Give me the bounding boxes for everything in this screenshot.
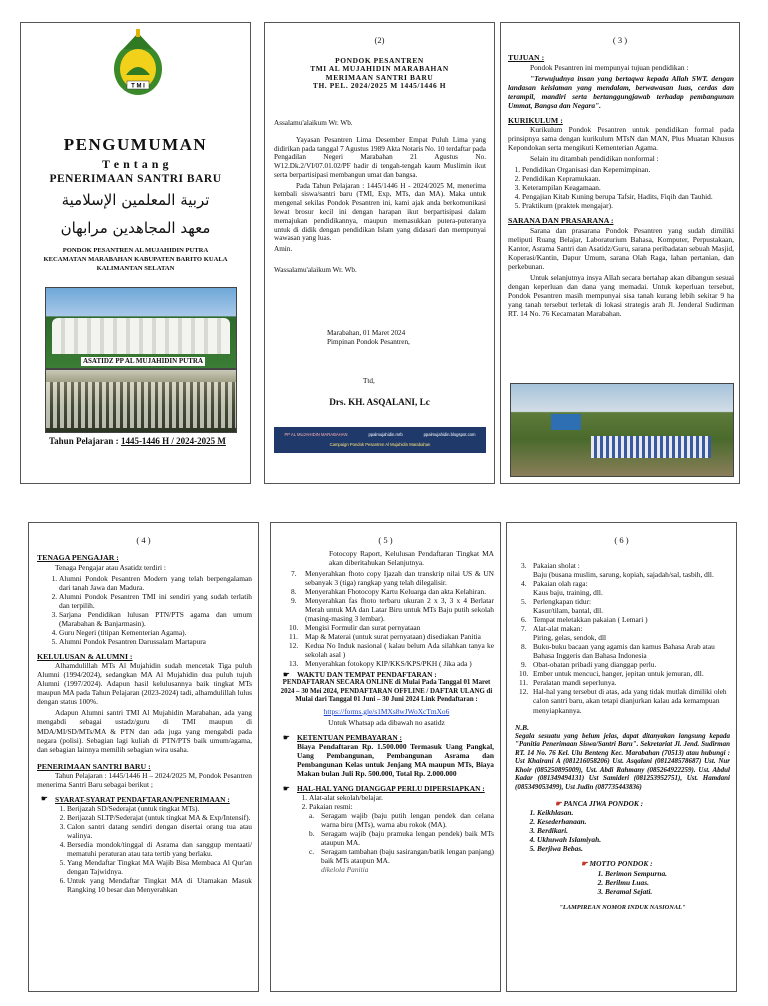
panel-page-5: ( 5 ) Fotocopy Raport, Kelulusan Pendaftaran Tingkat MA akan diberitahukan Selanjutnya. 7. Menyerahkan fhoto copy Ijazah dan transkrip nilai US & UN sebanyak 3 (tiga) rangkap yang telah dilegalisir. 8. Menyerahkan Fhotocopy Kartu Keluarga dan akta Kelahiran. 9. Menyerahkan fas fhoto terbaru ukuran 2 x 3, 3 x 4 Berlatar Merah untuk MA dan Latar Biru untuk MTs Baju putih sekolah (masing-masing 3 lembar). 10. Mengisi Formulir dan surat pernyataan 11. Map & Materai (untuk surat pernyataan) disediakan Panitia 12. Kedua No Induk nasional ( kalau belum Ada silahkan tanya ke sekolah asal ) 13. Menyerahkan fotokopy KIP/KKS/KPS/PKH ( Jika ada ) ☛ WAKTU DAN TEMPAT PENDAFTARAN : PENDAFTARAN SECARA ONLINE di Mulai Pada Tanggal 01 Maret 2024 – 30 Mei 2024, PENDAFTARAN OFFLINE / DAFTAR ULANG di Mulai dari Tanggal 01 Juni – 30 Juni 2024 Link Pendaftaran : https://forms.gle/s1MXs8wJWoXcTmXo6 Untuk Whatsap ada dibawah no asatidz ☛ KETENTUAN PEMBAYARAN : Biaya Pendaftaran Rp. 1.500.000 Termasuk Uang Pangkal, Uang Pembangunan, Pembangunan Asrama dan Pembangunan Kelas untuk Jenjang MA maupun MTs, Biaya Makan bulan Juli Rp. 500.000, Total Rp. 2.000.000 ☛ HAL-HAL YANG DIANGGAP PERLU DIPERSIAPKAN : 1. Alat-alat sekolah/belajar. 2. Pakaian resmi: a. Seragam wajib (baju putih lengan pendek dan celana warna biru (MTs), warna abu rokok (MA). b. Seragam wajib (baju pramuka lengan pendek) baik MTs ataupun MA. c. Seragam tambahan (baju sasirangan/batik lengan panjang) baik MTs ataupun MA. dikelola Panitia [270,522,501,992]
hal-list: 1. Alat-alat sekolah/belajar. 2. Pakaian resmi: [279,793,494,811]
page-number: (2) [374,35,385,45]
cover-school-3: KALIMANTAN SELATAN [96,265,175,272]
cover-arabic-1: تربية المعلمين الإسلامية [61,191,210,209]
panel-page-6 [506,522,737,992]
tenaga-list: 1. Alumni Pondok Pesantren Modern yang telah berpengalaman dari tanah Jawa dan Madura. 2. Alumni Pondok Pesantren TMI ini sendiri yang sudah terlatih dan terpilih. 3. Sarjana Pendidikan lulusan PTN/PTS agama dan umum (Marabahan & Banjarmasin). 4. Guru Negeri (titipan Kementerian Agama). 5. Alumni Pondok Pesantren Darussalam Martapura [37,574,252,646]
pointing-hand-icon: ☛ [283,670,290,680]
tenaga-heading: TENAGA PENGAJAR : [37,553,119,562]
campus-aerial-photo [510,383,734,477]
panel-cover [20,22,251,484]
campaign-text: Campaign Pondok Pesantren Al Mujahidin Marabahan [329,442,431,447]
blog-link[interactable]: ppalmujahidin.blogspot.com [423,432,476,437]
signature-block: Marabahan, 01 Maret 2024 Pimpinan Pondok Pesantren, [327,329,410,346]
pointing-hand-icon: ☛ [283,732,290,742]
page-number: ( 3 ) [612,35,628,45]
psb-heading: PENERIMAAN SANTRI BARU : [37,761,151,771]
cover-subtitle: T e n t a n g [102,157,169,171]
letter-para-1: Yayasan Pesantren Lima Desember Empat Puluh Lima yang didirikan pada tanggal 7 Agustus 1989 Akta Notaris No. 10 terdaftar pada Pengadilan Negeri Marabahan 21 Agustus No. W12.Dk.2/VI/07.01.02/PF hadir di tengah-tengah kaum Muslimin ikut serta berpartisipasi membangun umat dan bangsa. [274,135,486,179]
school-logo [109,29,167,99]
hal-heading: ☛ HAL-HAL YANG DIANGGAP PERLU DIPERSIAPKAN : [283,783,485,793]
tujuan-heading: TUJUAN : [508,53,545,62]
ttd: Ttd, [363,377,375,385]
letter-para-2: Pada Tahun Pelajaran : 1445/1446 H - 2024/2025 M, menerima kembali siswa/santri baru (TMI, Exp, MTs, dan MA). Maka untuk mengenal sekilas Pondok Pesantren ini, kami ajak anda berkomunikasi lewat brosur kecil ini dengan harapan ikut berpartisipasi dalam memajukan pendidikannya, maupun memasukkan putera-puteranya untuk di didik dengan pendidikan Islam yang didasari dan mempunyai wawasan yang luas. [274,181,486,243]
motto-list: 1. Berimon Sempurna. 2. Berilmu Luas. 3. Beramal Sejati. [515,869,730,896]
syarat-heading: ☛ SYARAT-SYARAT PENDAFTARAN/PENERIMAAN : [41,794,230,805]
panel-page-4: ( 4 ) TENAGA PENGAJAR : Tenaga Pengajar atau Asatidz terdiri : 1. Alumni Pondok Pesantren Modern yang telah berpengalaman dari tanah Jawa dan Madura. 2. Alumni Pondok Pesantren TMI ini sendiri yang sudah terlatih dan terpilih. 3. Sarjana Pendidikan lulusan PTN/PTS agama dan umum (Marabahan & Banjarmasin). 4. Guru Negeri (titipan Kementerian Agama). 5. Alumni Pondok Pesantren Darussalam Martapura KELULUSAN & ALUMNI : Alhamdulillah MTs Al Mujahidin sudah mencetak Tiga puluh Alumni (1994/2024), sedangkan MA Al Mujahidin dua puluh tujuh Alumni (1997/2024). Adapun hasil kelulusannya baik tingkat MTs maupun MA pada Tahun Pelajaran (2023-2024) tadi, alhamdulillah lulus dengan status 100%. Adapun Alumni santri TMI Al Mujahidin Marabahan, ada yang mengabdi sebagai ustadz/guru di TMI maupun di MDA/MI/SD/MTs/MA & PTN dan ada juga yang mengabdi pada negara (polisi). Sebagian lagi kuliah di PTN/PTS baik umum/agama, dan sebagian lainnya memilih sebagian wira usaha. PENERIMAAN SANTRI BARU : Tahun Pelajaran : 1445/1446 H – 2024/2025 M, Pondok Pesantren menerima Santri Baru sebagai berikut ; ☛ SYARAT-SYARAT PENDAFTARAN/PENERIMAAN : 1. Berijazah SD/Sederajat (untuk tingkat MTs). 2. Berijazah SLTP/Sederajat (untuk tingkat MA & Exp/Intensif). 3. Calon santri datang sendiri dengan disertai orang tua atau walinya. 4. Bersedia mondok/tinggal di Asrama dan sanggup mentaati/ mematuhi peraturan atau tata tertib yang berlaku. 5. Yang Mendaftar Tingkat MA Wajib Bisa Membaca Al Qur'an dengan Tajwidnya. 6. Untuk yang Mendaftar Tingkat MA di Utamakan Masuk Rangking 10 besar dan Menyerahkan [28,522,259,992]
hal-sublist: a. Seragam wajib (baju putih lengan pendek dan celana warna biru (MTs), warna abu rokok (MA). b. Seragam wajib (baju pramuka lengan pendek) baik MTs ataupun MA. c. Seragam tambahan (baju sasirangan/batik lengan panjang) baik MTs ataupun MA. [309,811,494,866]
youtube-link[interactable]: PP AL MUJAHIDIN MARABAHAN [284,432,348,437]
kelulusan-heading: KELULUSAN & ALUMNI : [37,651,133,661]
signer-name: Drs. KH. ASQALANI, Lc [329,397,430,407]
letter-heading: PONDOK PESANTREN TMI AL MUJAHIDIN MARABAHAN MERIMAAN SANTRI BARU TH. PEL. 2024/2025 M 1445/1446 H [310,56,449,90]
cover-school-2: KECAMATAN MARABAHAN KABUPATEN BARITO KUALA [43,256,228,263]
kurikulum-heading: KURIKULUM : [508,115,563,125]
kurikulum-list: 1. Pendidikan Organisasi dan Kepemimpinan. 2. Pendidikan Kepramukaan. 3. Keterampilan Keagamaan. 4. Pengajian Kitab Kuning berupa Tafsir, Hadits, Fiqih dan Tauhid. 5. Praktikum (praktek mengajar). [508,165,734,210]
biaya-heading: ☛ KETENTUAN PEMBAYARAN : [283,732,402,742]
greeting: Assalamu'alaikum Wr. Wb. [274,119,353,127]
cover-school-1: PONDOK PESANTREN AL MUJAHIDIN PUTRA [62,247,209,254]
panca-jiwa-list: 1. Keikhlasan. 2. Kesederhanaan. 3. Berdikari. 4. Ukhuwah Islamiyah. 5. Berjiwa Bebas. [515,808,730,853]
pointing-hand-icon: ☛ [41,794,48,804]
cover-arabic-2: معهد المجاهدين مرابهان [60,219,211,237]
nb-text: Segala sesuatu yang belum jelas, dapat ditanyakan langsung kepada "Panitia Penerimaan Siswa/Santri Baru". Sekretariat Jl. Jend. Sudirman RT. 14 No. 76 Kel. Ulu Benteng Kec. Marabahan (70513) atau hubungi : Ust Khairani A (081216058206) Ust. Asqalani (081248578687) Ust. Nur Khoir (085250895009), Ust. Abdi Rahmany (085264922259). Ust. Abdul Kadar (081349494131) Ust Samideri (081253952751), Ust. Hamdani (085349053499), Ust Judin (087735443836) [515,731,730,791]
cover-title: PENGUMUMAN [63,135,208,154]
instagram-link[interactable]: ppalmujahidin.mrb [368,432,403,437]
social-banner [274,427,486,453]
letter-body [274,119,486,285]
sarana-heading: SARANA DAN PRASARANA : [508,216,614,226]
panca-jiwa-heading: ☛ PANCA JIWA PONDOK : [555,799,644,809]
waktu-heading: ☛ WAKTU DAN TEMPAT PENDAFTARAN : [283,670,437,680]
hand-icon: ☛ [555,799,562,809]
page-number: ( 5 ) [378,535,393,545]
registration-link[interactable]: https://forms.gle/s1MXs8wJWoXcTmXo6 [323,706,450,716]
page-number: ( 4 ) [136,535,151,545]
prep-list: 3. Pakaian sholat : Baju (busana muslim, sarung, kopiah, sajadah/sal, tasbih, dll. 4. Pakaian olah raga: Kaus baju, training, dll. 5. Perlengkapan tidur: Kasur/tilam, bantal, dll. 6. Tempat meletakkan pakaian ( Lemari ) 7. Alat-alat makan: Piring, gelas, sendok, dll 8. Buku-buku bacaan yang agamis dan kamus Bahasa Arab atau Bahasa Inggeris dan Bahasa Indonesia 9. Obat-obatan pribadi yang dianggap perlu. 10. Ember untuk mencuci, hanger, jepitan untuk jemuran, dll. 11. Peralatan mandi seperlunya. 12. Hal-hal yang tersebut di atas, ada yang tidak mutlak dimiliki oleh calon santri baru, akan tetapi dianjurkan kalau ada kemampuan menyiapkannya. [519,561,727,715]
hand-icon: ☛ [581,859,588,869]
santri-crowd-photo [45,369,237,433]
closing: Wassalamu'alaikum Wr. Wb. [274,265,357,274]
panel-page-3: ( 3 ) TUJUAN : Pondok Pesantren ini mempunyai tujuan pendidikan : "Terwujudnya insan yang bertaqwa kepada Allah SWT. dengan landasan keislaman yang mendalam, berwawasan luas, cerdas dan terampil, mandiri serta bertanggungjawab terhadap pembangunan Ummat, Bangsa dan Negara". KURIKULUM : Kurikulum Pondok Pesantren untuk pendidikan formal pada prinsipnya sama dengan kurikulum MTsN dan MAN, Plus Muatan Khusus Kepondokan serta mengikuti Kementerian Agama. Selain itu ditambah pendidikan nonformal : 1. Pendidikan Organisasi dan Kepemimpinan. 2. Pendidikan Kepramukaan. 3. Keterampilan Keagamaan. 4. Pengajian Kitab Kuning berupa Tafsir, Hadits, Fiqih dan Tauhid. 5. Praktikum (praktek mengajar). SARANA DAN PRASARANA : Sarana dan prasarana Pondok Pesantren yang sudah dimiliki meliputi Ruang Belajar, Laboraturium Bahasa, Komputer, Perpustakaan, Kantor, Asrama Santri dan Asatidz/Guru, sarana peribadatan sebuah Masjid, Koperasi/Kantin, Dapur Umum, sarana Olah Raga, lahan pertanian, dan perkebunan. Untuk selanjutnya insya Allah secara bertahap akan dibangun sesuai dengan keperluan dan dana yang memadai. Untuk keperluan tersebut, Pondok Pesantren masih mempunyai sisa tanah kurang lebih sekitar 9 ha yang tanah tersebut terletak di lokasi strategis arah Jl. Jenderal Sudirman RT. 14 No. 76 Kecamatan Marabahan. [500,22,740,484]
letter-amin: Amin. [274,245,293,254]
cover-subject: PENERIMAAN SANTRI BARU [49,173,222,185]
page-number: ( 6 ) [614,535,629,545]
syarat-list: 1. Berijazah SD/Sederajat (untuk tingkat MTs). 2. Berijazah SLTP/Sederajat (untuk tingkat MA & Exp/Intensif). 3. Calon santri datang sendiri dengan disertai orang tua atau walinya. 4. Bersedia mondok/tinggal di Asrama dan sanggup mentaati/ mematuhi peraturan atau tata tertib yang berlaku. 5. Yang Mendaftar Tingkat MA Wajib Bisa Membaca Al Qur'an dengan Tajwidnya. 6. Untuk yang Mendaftar Tingkat MA di Utamakan Masuk Rangking 10 besar dan Menyerahkan [37,804,252,894]
svg-text:T M I: T M I [131,83,145,90]
motto-heading: ☛ MOTTO PONDOK : [581,859,653,869]
requirement-list: 7. Menyerahkan fhoto copy Ijazah dan transkrip nilai US & UN sebanyak 3 (tiga) rangkap yang telah dilegalisir. 8. Menyerahkan Fhotocopy Kartu Keluarga dan akta Kelahiran. 9. Menyerahkan fas fhoto terbaru ukuran 2 x 3, 3 x 4 Berlatar Merah untuk MA dan Latar Biru untuk MTs Baju putih sekolah (masing-masing 3 lembar). 10. Mengisi Formulir dan surat pernyataan 11. Map & Materai (untuk surat pernyataan) disediakan Panitia 12. Kedua No Induk nasional ( kalau belum Ada silahkan tanya ke sekolah asal ) 13. Menyerahkan fotokopy KIP/KKS/KPS/PKH ( Jika ada ) [289,569,494,669]
footer-note: "LAMPIREAN NOMOR INDUK NASIONAL" [559,903,686,911]
panel-page-2 [264,22,495,484]
academic-year: Tahun Pelajaran : 1445-1446 H / 2024-2025 M [49,436,226,446]
photo-caption: ASATIDZ PP AL MUJAHIDIN PUTRA [82,357,204,365]
pointing-hand-icon: ☛ [283,783,290,793]
nb-heading: N.B. [515,722,529,732]
